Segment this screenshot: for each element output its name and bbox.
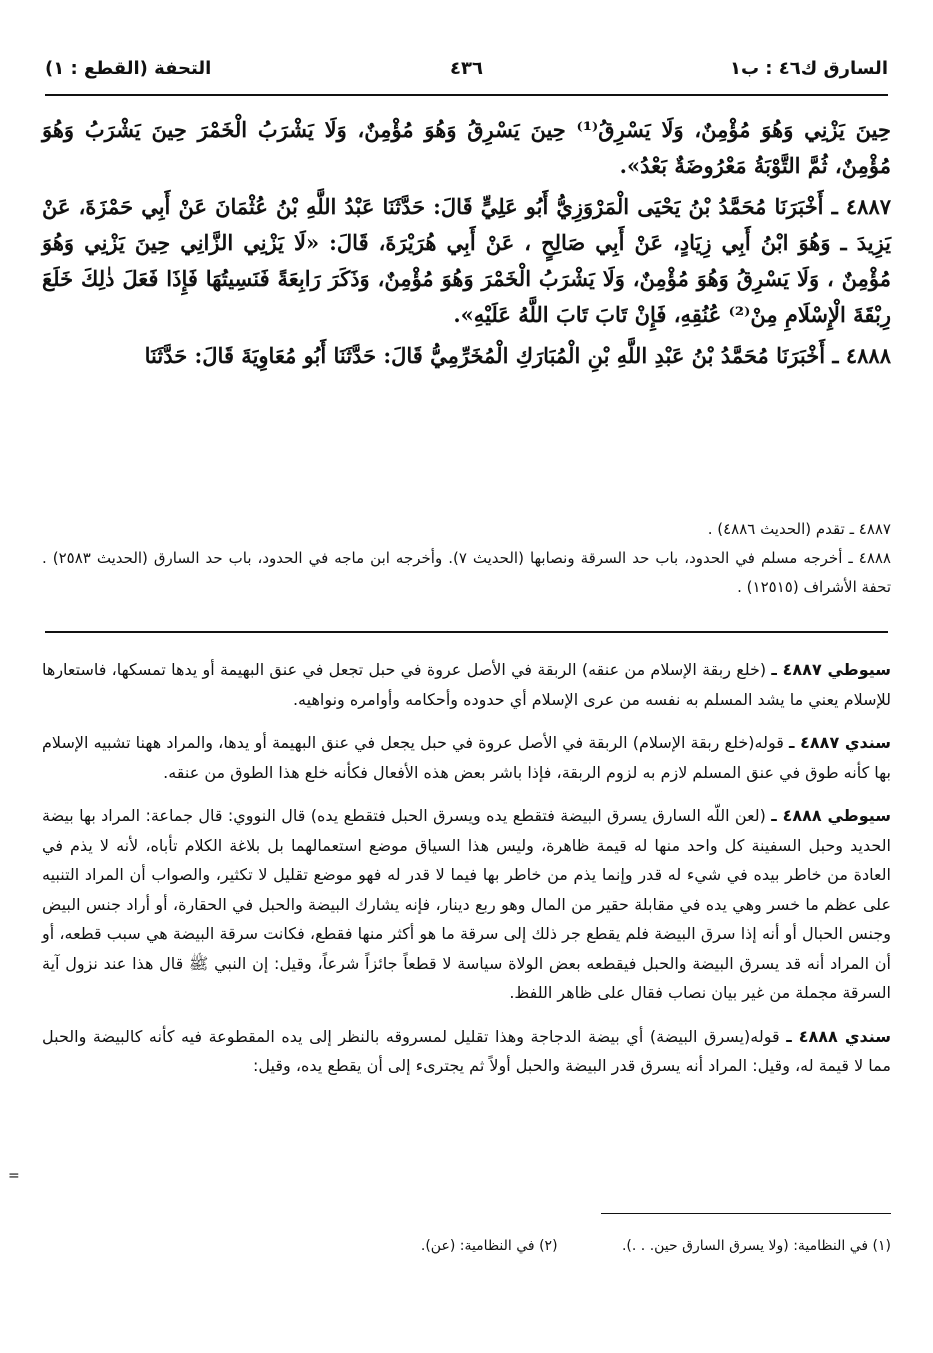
commentary-sindi-4888: سندي ٤٨٨٨ ـ قوله(يسرق البيضة) أي بيضة الدجاجة وهذا تقليل لمسروقه بالنظر إلى يده المقطوعة فيه كأنه كالبيضة والحبل مما لا قيمة له، وقيل: المراد أنه يسرق قدر البيضة والحبل أولاً ثم يجترىء إلى أن يقطع يده، وقيل: bbox=[42, 1026, 891, 1075]
hadith-number: ٤٨٨٨ ـ bbox=[832, 343, 891, 368]
hadith-paragraph: حِينَ يَزْنِي وَهُوَ مُؤْمِنٌ، وَلَا يَسْرِقُ⁽¹⁾ حِينَ يَسْرِقُ وَهُوَ مُؤْمِنٌ، وَلَا يَشْرَبُ الْخَمْرَ حِينَ يَشْرَبُ وَهُوَ مُؤْمِنٌ، ثُمَّ التَّوْبَةُ مَعْرُوضَةٌ بَعْدُ». bbox=[42, 117, 891, 178]
margin-equals-mark: = bbox=[8, 1168, 20, 1184]
page-number: ٤٣٦ bbox=[450, 58, 483, 79]
hadith-text bbox=[42, 112, 891, 379]
hadith-4888: ٤٨٨٨ ـ أَخْبَرَنَا مُحَمَّدُ بْنُ عَبْدِ اللَّهِ بْنِ الْمُبَارَكِ الْمُخَرِّمِيُّ قَالَ: حَدَّثَنَا أَبُو مُعَاوِيَةَ قَالَ: حَدَّثَنَا bbox=[144, 343, 891, 368]
takhrij-notes bbox=[42, 515, 891, 602]
footnote-2: (٢) في النظامية: (عن). bbox=[420, 1238, 558, 1254]
header-tuhfa-ref: التحفة (القطع : ١) bbox=[45, 58, 212, 79]
hadith-4887: ٤٨٨٧ ـ أَخْبَرَنَا مُحَمَّدُ بْنُ يَحْيَى الْمَرْوَزِيُّ أَبُو عَلِيٍّ قَالَ: حَدَّثَنَا عَبْدُ اللَّهِ بْنُ عُثْمَانَ عَنْ أَبِي حَمْزَةَ، عَنْ يَزِيدَ ـ وَهُوَ ابْنُ أَبِي زِيَادٍ، عَنْ أَبِي صَالِحٍ ، عَنْ أَبِي هُرَيْرَةَ، قَالَ: «لَا يَزْنِي الزَّانِي حِينَ يَزْنِي وَهُوَ مُؤْمِنٌ ، وَلَا يَسْرِقُ وَهُوَ مُؤْمِنٌ، وَلَا يَشْرَبُ الْخَمْرَ وَهُوَ مُؤْمِنٌ، وَذَكَرَ رَابِعَةً فَنَسِيتُهَا فَإِذَا فَعَلَ ذٰلِكَ خَلَعَ رِبْقَةَ الْإِسْلَامِ مِنْ⁽²⁾ عُنُقِهِ، فَإِنْ تَابَ تَابَ اللَّهُ عَلَيْهِ». bbox=[42, 194, 892, 327]
commentary-suyuti-4888: سيوطي ٤٨٨٨ ـ (لعن اللّه السارق يسرق البيضة فتقطع يده ويسرق الحبل فتقطع يده) قال النووي: قال جماعة: المراد بها بيضة الحديد وحبل السفينة كل واحد منها له قيمة ظاهرة، وليس هذا السياق موضع استعمالهما بل بلاغة الكلام تأباه، لأنه لا يذم في العادة من خاطر بيده في شيء له قدر وإنما يذم من خاطر بها فيما لا قدر له فهو موضع تقليل لا تكثير، والصواب أن المراد التنبيه على عظم ما خسر وهي يده في مقابلة حقير من المال وهو ربع دينار، فإنه يشارك البيضة والحبل في الحقارة، أو أراد جنس البيض وجنس الحبال أو أنه إذا سرق البيضة فلم يقطع جر ذلك إلى سرقة ما هو أكثر منها فقطع، فكانت سرقة البيضة هي سبب قطعه، أو أن المراد أنه قد يسرق البيضة والحبل فيقطعه بعض الولاة سياسة لا قطعاً جائزاً شرعاً، وقيل: إن النبي ﷺ قال هذا عند نزول آية السرقة مجملة من غير بيان نصاب فقال على ظاهر اللفظ. bbox=[42, 806, 892, 1002]
commentary-suyuti-4887: سيوطي ٤٨٨٧ ـ (خلع ربقة الإسلام من عنقه) الربقة في الأصل عروة في حبل تجعل في عنق البهيمة أو يدها تمسكها، فاستعارها للإسلام يعني ما يشد المسلم به نفسه من عرى الإسلام أي حدوده وأحكامه وأوامره ونواهيه. bbox=[42, 660, 891, 709]
footnote-rule bbox=[601, 1213, 891, 1214]
commentary-sindi-4887: سندي ٤٨٨٧ ـ قوله(خلع ربقة الإسلام) الربقة في الأصل عروة في حبل يجعل في عنق البهيمة أو يدها، والمراد ههنا تشبيه الإسلام بها كأنه طوق في عنق المسلم لازم به لزوم الربقة، فإذا باشر بعض هذه الأفعال فكأنه خلع هذا الطوق من عنقه. bbox=[42, 733, 892, 782]
header-rule bbox=[45, 94, 888, 96]
takhrij-line: ٤٨٨٧ ـ تقدم (الحديث ٤٨٨٦) . bbox=[707, 520, 891, 538]
hadith-number: ٤٨٨٧ ـ bbox=[831, 194, 892, 219]
page-header bbox=[45, 58, 888, 86]
takhrij-line: ٤٨٨٨ ـ أخرجه مسلم في الحدود، باب حد السرقة ونصابها (الحديث ٧). وأخرجه ابن ماجه في الحدود، باب حد السارق (الحديث ٢٥٨٣) . تحفة الأشراف (١٢٥١٥) . bbox=[42, 549, 891, 596]
header-chapter-ref: السارق ك٤٦ : ب١ bbox=[729, 58, 888, 79]
commentary bbox=[42, 655, 891, 1095]
footnotes bbox=[300, 1238, 891, 1254]
footnote-1: (١) في النظامية: (ولا يسرق السارق حين. . .). bbox=[621, 1238, 891, 1254]
section-rule bbox=[45, 631, 888, 633]
